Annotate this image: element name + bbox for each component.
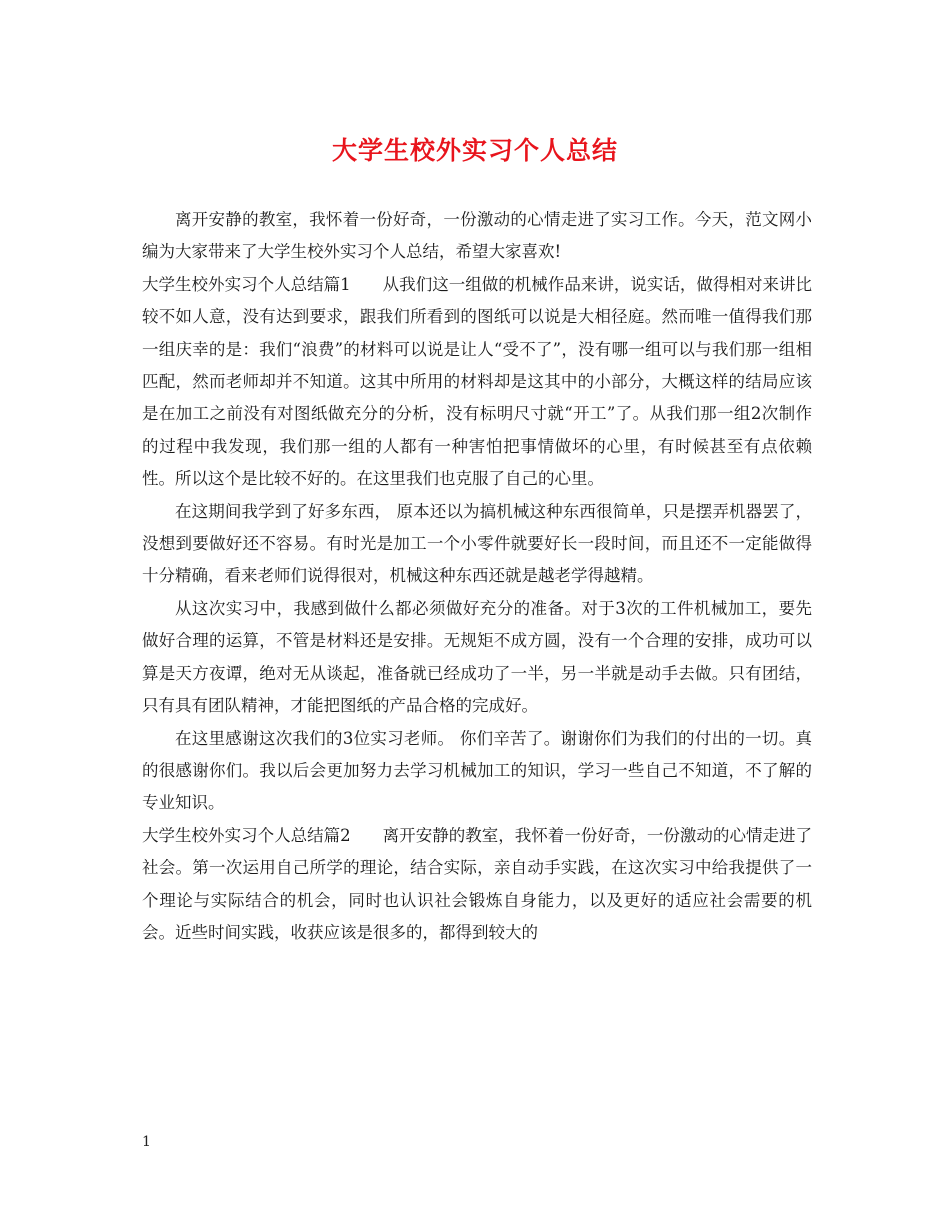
intro-paragraph: 离开安静的教室，我怀着一份好奇，一份激动的心情走进了实习工作。今天，范文网小编为大家带来了大学生校外实习个人总结，希望大家喜欢! — [142, 210, 812, 262]
page-number: 1 — [142, 1134, 151, 1150]
section1-heading: 大学生校外实习个人总结篇1 — [142, 274, 351, 294]
section2-first-paragraph — [142, 820, 812, 950]
section1-para3: 从这次实习中，我感到做什么都必须做好充分的准备。对于3次的工件机械加工，要先做好合理的运算，不管是材料还是安排。无规矩不成方圆，没有一个合理的安排，成功可以算是天方夜谭，绝对无从谈起，准备就已经成功了一半，另一半就是动手去做。只有团结，只有具有团队精神，才能把图纸的产品合格的完成好。 — [142, 598, 812, 716]
section1-first-paragraph — [142, 269, 812, 496]
section1-para2: 在这期间我学到了好多东西， 原本还以为搞机械这种东西很简单，只是摆弄机器罢了，没想到要做好还不容易。有时光是加工一个小零件就要好长一段时间，而且还不一定能做得十分精确，看来老师们说得很对，机械这种东西还就是越老学得越精。 — [142, 501, 812, 586]
section1-para4: 在这里感谢这次我们的3位实习老师。 你们辛苦了。谢谢你们为我们的付出的一切。真的很感谢你们。我以后会更加努力去学习机械加工的知识，学习一些自己不知道，不了解的专业知识。 — [142, 728, 812, 813]
document-title: 大学生校外实习个人总结 — [331, 136, 618, 165]
document-body — [142, 204, 812, 949]
section2-para1: 离开安静的教室，我怀着一份好奇，一份激动的心情走进了社会。第一次运用自己所学的理论，结合实际，亲自动手实践，在这次实习中给我提供了一个理论与实际结合的机会，同时也认识社会锻炼自身能力，以及更好的适应社会需要的机会。近些时间实践，收获应该是很多的，都得到较大的 — [142, 825, 812, 942]
section2-heading: 大学生校外实习个人总结篇2 — [142, 825, 351, 845]
section1-para1: 从我们这一组做的机械作品来讲，说实话，做得相对来讲比较不如人意，没有达到要求，跟我们所看到的图纸可以说是大相径庭。然而唯一值得我们那一组庆幸的是：我们“浪费”的材料可以说是让人“受不了”，没有哪一组可以与我们那一组相匹配，然而老师却并不知道。这其中所用的材料却是这其中的小部分，大概这样的结局应该是在加工之前没有对图纸做充分的分析，没有标明尺寸就“开工”了。从我们那一组2次制作的过程中我发现，我们那一组的人都有一种害怕把事情做坏的心里，有时候甚至有点依赖性。所以这个是比较不好的。在这里我们也克服了自己的心里。 — [142, 274, 812, 489]
